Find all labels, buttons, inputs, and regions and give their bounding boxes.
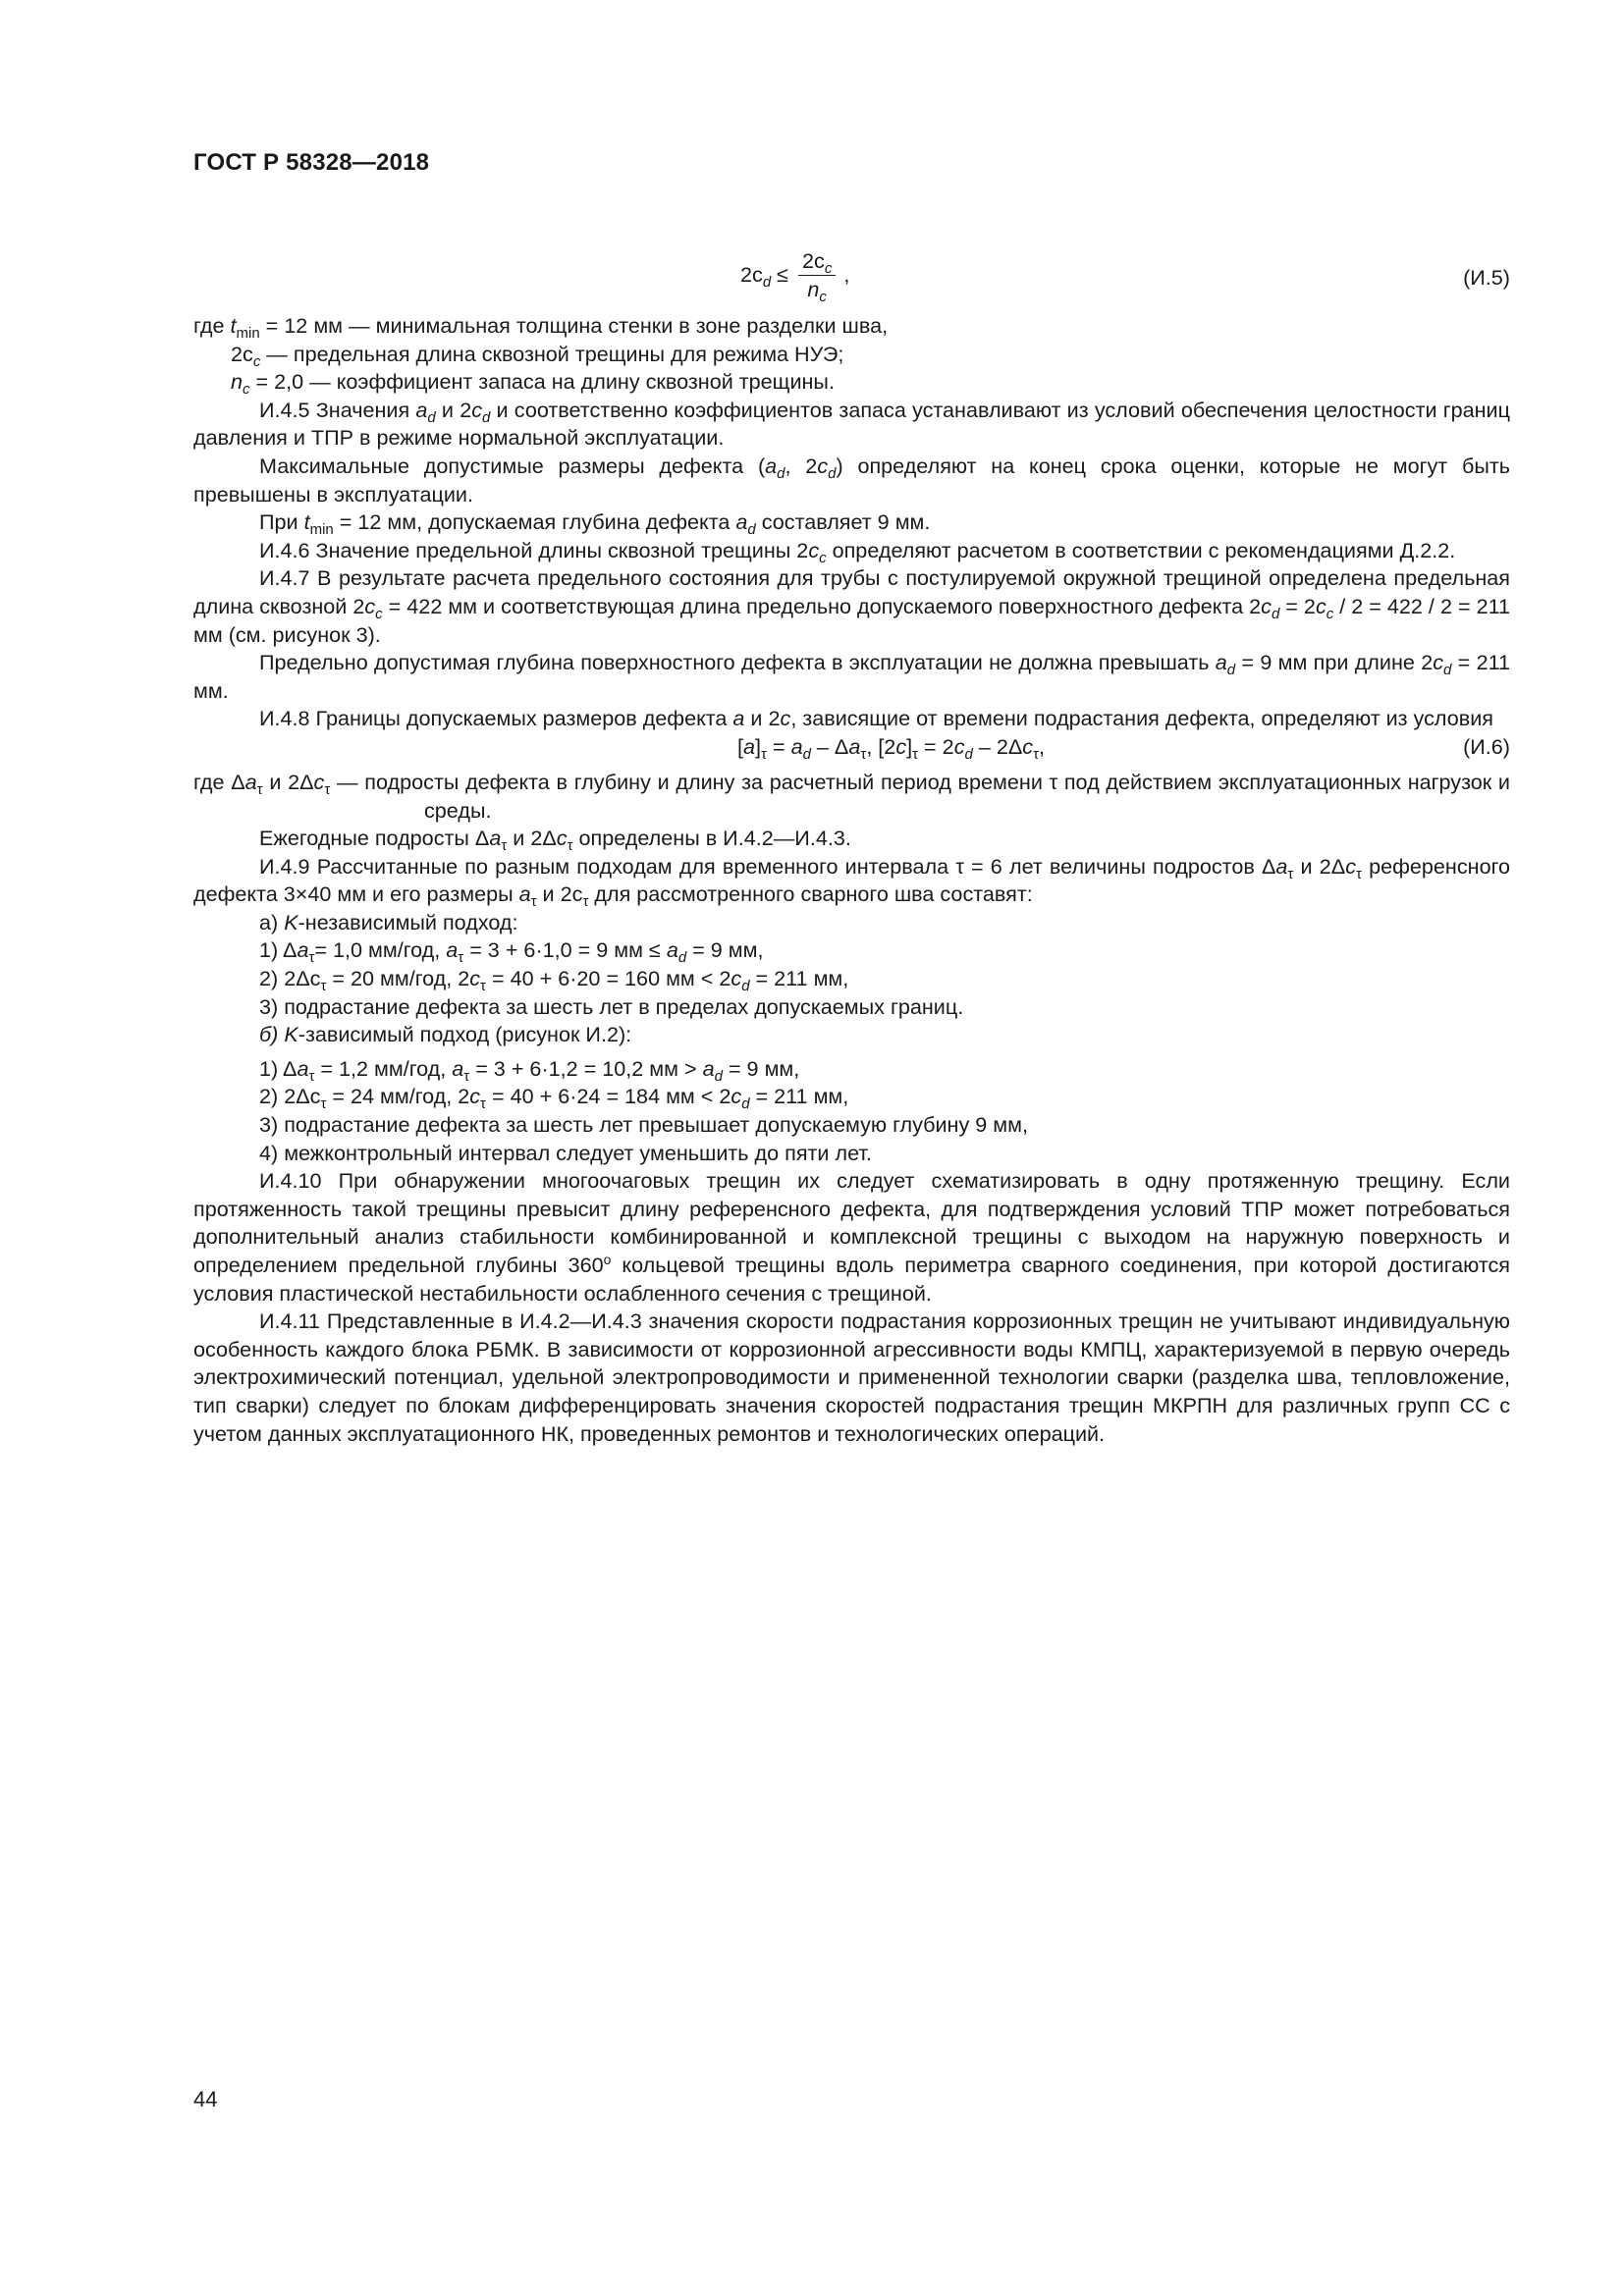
approach-a-item-1: 1) $\Delta a_\tau= 1,0$ мм/год, $a_\tau = 3 + 6\cdot 1,0 = 9$ мм ≤ $a_d = 9$ мм, xyxy=(259,937,764,967)
document-body xyxy=(193,245,1510,1448)
approach-b-item-4: 4) межконтрольный интервал следует уменьшить до пяти лет. xyxy=(259,1140,872,1165)
paragraph-i-4-7: И.4.7 В результате расчета предельного состояния для трубы с постулируемой окружной трещиной определена предельная длина сквозной $2c_c = 422$ мм и соответствующая длина предельно допускаемого поверхностного дефекта $2c_d = 2c_c / 2 = 422 / 2 = 211$ мм (см. рисунок 3). xyxy=(193,565,1511,647)
definition-nc: $n_c = 2,0$ — коэффициент запаса на длину сквозной трещины. xyxy=(231,369,835,399)
paragraph-tmin-depth: При $t_{min} = 12$ мм, допускаемая глубина дефекта $a_d$ составляет 9 мм. xyxy=(259,509,931,539)
definition-growth: где $\Delta a_\tau$ и $2\Delta c_\tau$ — подросты дефекта в глубину и длину за расчетный период времени τ под действием эксплуатационных нагрузок и среды. xyxy=(193,769,1510,823)
document-header: ГОСТ Р 58328—2018 xyxy=(193,149,430,176)
paragraph-i-4-5: И.4.5 Значения $a_d$ и $2c_d$ и соответственно коэффициентов запаса устанавливают из условий обеспечения целостности границ давления и ТПР в режиме нормальной эксплуатации. xyxy=(193,397,1510,451)
paragraph-i-4-10: И.4.10 При обнаружении многоочаговых трещин их следует схематизировать в одну протяженную трещину. Если протяженность такой трещины превысит длину референсного дефекта, для подтверждения условий ТПР может потребоваться дополнительный анализ стабильности комбинированной и комплексной трещины с выходом на наружную поверхность и определением предельной глубины 360$^o$ кольцевой трещины вдоль периметра сварного соединения, при которой достигаются условия пластической нестабильности ослабленного сечения с трещиной. xyxy=(193,1168,1511,1306)
formula-i6 xyxy=(193,733,1510,763)
formula-i6-expression: $[a]_\tau = a_d - \Delta a_\tau$, $[2c]_\tau = 2c_d - 2\Delta c_\tau$, xyxy=(737,733,1046,763)
formula-i5-expression: 2c $_d$ ≤ $\frac{2c_c}{n_c}$ , xyxy=(740,248,850,305)
paragraph-max-sizes: Максимальные допустимые размеры дефекта ($a_d$, $2c_d$) определяют на конец срока оценки, которые не могут быть превышены в эксплуатации. xyxy=(193,453,1511,507)
approach-a-item-3: 3) подрастание дефекта за шесть лет в пределах допускаемых границ. xyxy=(259,993,964,1019)
paragraph-i-4-8: И.4.8 Границы допускаемых размеров дефекта a и 2c, зависящие от времени подрастания дефекта, определяют из условия xyxy=(259,706,1493,731)
paragraph-i-4-6: И.4.6 Значение предельной длины сквозной трещины $2c_c$ определяют расчетом в соответствии с рекомендациями Д.2.2. xyxy=(259,537,1456,566)
formula-i6-label: (И.6) xyxy=(1463,733,1510,759)
approach-b-item-3: 3) подрастание дефекта за шесть лет превышает допускаемую глубину 9 мм, xyxy=(259,1112,1028,1138)
formula-i5-label: (И.5) xyxy=(1463,265,1510,290)
paragraph-limit-depth: Предельно допустимая глубина поверхностного дефекта в эксплуатации не должна превышать $a_d = 9$ мм при длине $2c_d = 211$ мм. xyxy=(193,650,1510,703)
definition-2cc: $2c_c$ — предельная длина сквозной трещины для режима НУЭ; xyxy=(231,341,844,370)
approach-a-item-2: 2) $2\Delta c_\tau = 20$ мм/год, $2c_\tau = 40 + 6\cdot 20 = 160$ мм < $2c_d = 211$ мм, xyxy=(259,966,849,995)
formula-i5-fraction: $\frac{2c_c}{n_c}$ xyxy=(798,248,836,302)
paragraph-i-4-9: И.4.9 Рассчитанные по разным подходам для временного интервала τ = 6 лет величины подростов $\Delta a_\tau$ и $2\Delta c_\tau$ референсного дефекта 3×40 мм и его размеры $a_\tau$ и $2c_\tau$ для рассмотренного сварного шва составят: xyxy=(193,853,1510,911)
paragraph-i-4-11: И.4.11 Представленные в И.4.2—И.4.3 значения скорости подрастания коррозионных трещин не учитывают индивидуальную особенность каждого блока РБМК. В зависимости от коррозионной агрессивности воды КМПЦ, характеризуемой в первую очередь электрохимический потенциал, удельной электропроводимости и примененной технологии сварки (разделка шва, тепловложение, тип сварки) следует по блокам дифференцировать значения скоростей подрастания трещин МКРПН для различных групп СС с учетом данных эксплуатационного НК, проведенных ремонтов и технологических операций. xyxy=(193,1308,1510,1446)
formula-i5 xyxy=(193,245,1510,312)
paragraph-annual-growth: Ежегодные подросты $\Delta a_\tau$ и $2\Delta c_\tau$ определены в И.4.2—И.4.3. xyxy=(259,826,851,855)
approach-b-item-2: 2) $2\Delta c_\tau = 24$ мм/год, $2c_\tau = 40 + 6\cdot 24 = 184$ мм < $2c_d = 211$ мм, xyxy=(259,1084,849,1113)
page-number: 44 xyxy=(193,2087,218,2111)
approach-b-title: б) K-зависимый подход (рисунок И.2): xyxy=(259,1022,632,1047)
approach-a-title: а) K-независимый подход: xyxy=(259,909,518,934)
approach-b-item-1: 1) $\Delta a_\tau = 1,2$ мм/год, $a_\tau = 3 + 6\cdot 1,2 = 10,2$ мм > $a_d = 9$ мм, xyxy=(259,1055,800,1085)
definition-tmin: где $t_{min} = 12$ мм — минимальная толщина стенки в зоне разделки шва, xyxy=(193,313,889,342)
